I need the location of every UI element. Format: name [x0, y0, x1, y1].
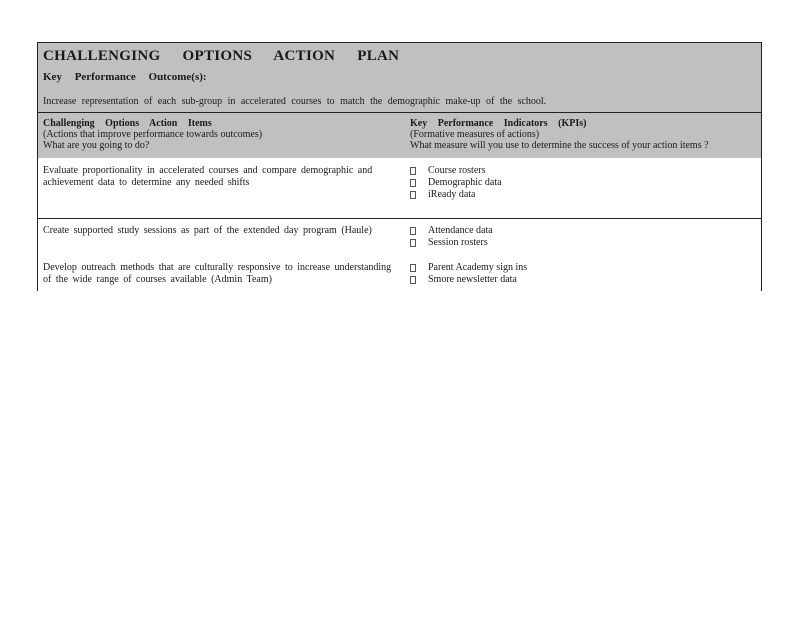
table-row	[38, 158, 761, 219]
action-item: Create supported study sessions as part of the extended day program (Haule)	[43, 225, 372, 236]
bullet-box-icon	[410, 179, 416, 187]
kpi-header	[410, 118, 709, 151]
plan-title: CHALLENGING OPTIONS ACTION PLAN	[43, 48, 400, 64]
action-item: Evaluate proportionality in accelerated courses and compare demographic and achievement data to determine any needed shifts	[43, 165, 373, 188]
action-item: Develop outreach methods that are culturally responsive to increase understanding of the wide range of courses available (Admin Team)	[43, 262, 392, 285]
action-items-title: Challenging Options Action Items	[43, 118, 212, 129]
action-items-header	[43, 118, 262, 151]
action-plan-document	[37, 42, 762, 291]
kpi-title: Key Performance Indicators (KPIs)	[410, 118, 587, 129]
table-row	[38, 219, 761, 291]
plan-header	[38, 43, 761, 112]
bullet-box-icon	[410, 227, 416, 235]
bullet-box-icon	[410, 191, 416, 199]
bullet-box-icon	[410, 276, 416, 284]
list-item: Session rosters	[410, 237, 493, 249]
bullet-box-icon	[410, 264, 416, 272]
bullet-box-icon	[410, 239, 416, 247]
list-item: Attendance data	[410, 225, 493, 237]
list-item: Demographic data	[410, 177, 502, 189]
kpi-list	[410, 262, 527, 286]
key-performance-outcome-label: Key Performance Outcome(s):	[43, 71, 207, 83]
action-items-question: What are you going to do?	[43, 140, 150, 151]
outcome-text: Increase representation of each sub-group in accelerated courses to match the demographic make-up of the school.	[43, 96, 547, 107]
kpi-question: What measure will you use to determine the success of your action items ?	[410, 140, 709, 151]
kpi-list	[410, 225, 493, 249]
action-items-subtitle: (Actions that improve performance towards outcomes)	[43, 129, 263, 140]
list-item: Parent Academy sign ins	[410, 262, 527, 274]
list-item: Course rosters	[410, 165, 502, 177]
list-item: Smore newsletter data	[410, 274, 527, 286]
kpi-list	[410, 165, 502, 201]
list-item: iReady data	[410, 189, 502, 201]
bullet-box-icon	[410, 167, 416, 175]
column-headers	[38, 113, 761, 158]
kpi-subtitle: (Formative measures of actions)	[410, 129, 540, 140]
